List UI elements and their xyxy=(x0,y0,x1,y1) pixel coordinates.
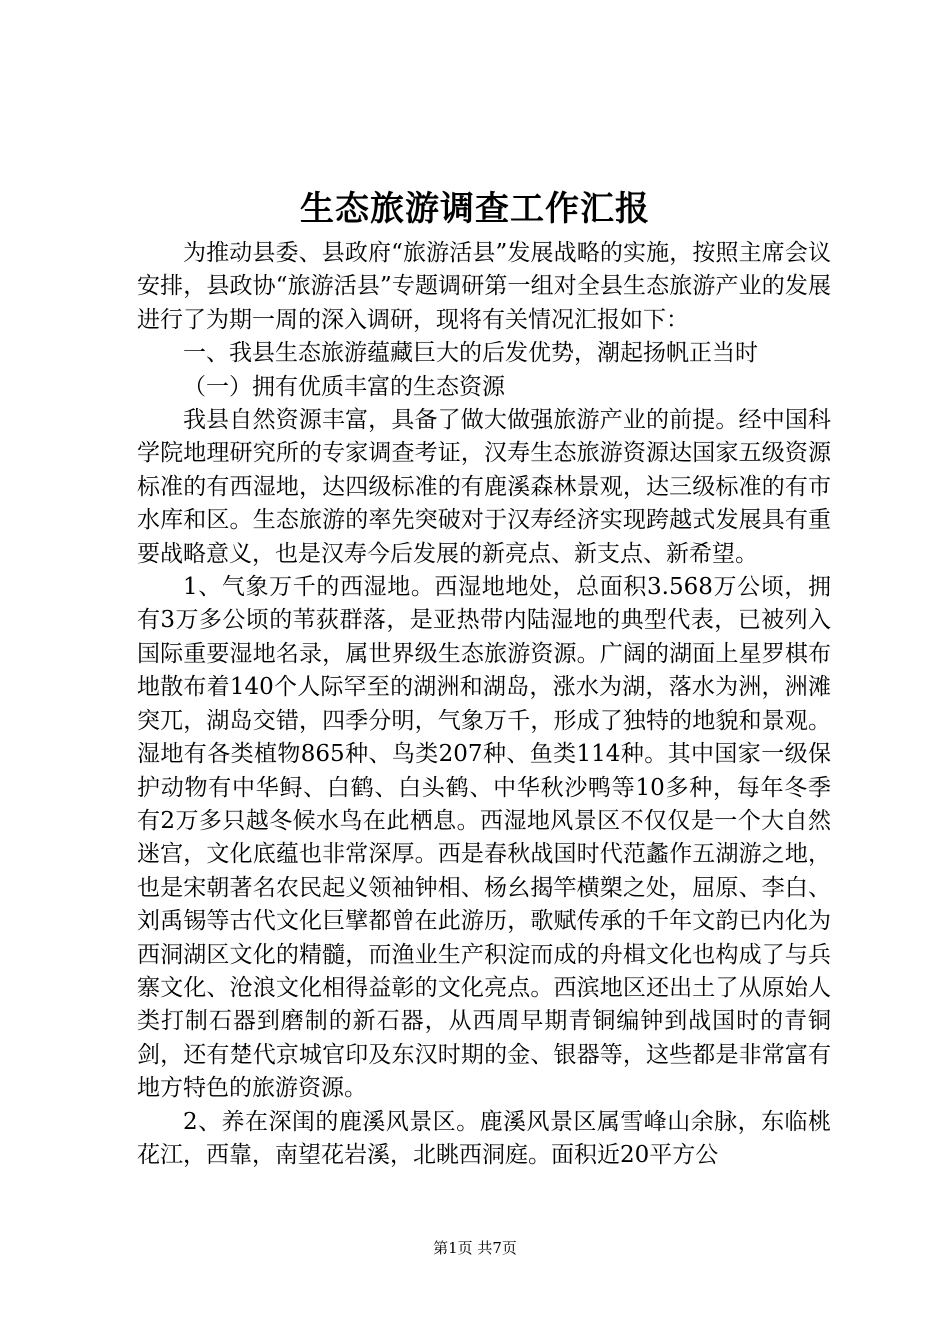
subsection-heading: （一）拥有优质丰富的生态资源 xyxy=(183,373,505,400)
document-body xyxy=(137,237,831,1172)
paragraph-wetland: 1、气象万千的西湿地。西湿地地处，总面积3.568万公顷，拥有3万多公顷的苇荻群落，是亚热带内陆湿地的典型代表，已被列入国际重要湿地名录，属世界级生态旅游资源。广阔的湖面上星罗棋布地散布着140个人际罕至的湖洲和湖岛，涨水为湖，落水为洲，洲滩突兀，湖岛交错，四季分明，气象万千，形成了独特的地貌和景观。湿地有各类植物865种、鸟类207种、鱼类114种。其中国家一级保护动物有中华鲟、白鹤、白头鹤、中华秋沙鸭等10多种，每年冬季有2万多只越冬候水鸟在此栖息。西湿地风景区不仅仅是一个大自然迷宫，文化底蕴也非常深厚。西是春秋战国时代范蠡作五湖游之地，也是宋朝著名农民起义领袖钟相、杨幺揭竿横槊之处，屈原、李白、刘禹锡等古代文化巨擘都曾在此游历，歌赋传承的千年文韵已内化为西洞湖区文化的精髓，而渔业生产积淀而成的舟楫文化也构成了与兵寨文化、沧浪文化相得益彰的文化亮点。西滨地区还出土了从原始人类打制石器到磨制的新石器，从西周早期青铜编钟到战国时的青铜剑，还有楚代京城官印及东汉时期的金、银器等，这些都是非常富有地方特色的旅游资源。 xyxy=(137,574,831,1102)
section-heading: 一、我县生态旅游蕴藏巨大的后发优势，潮起扬帆正当时 xyxy=(183,340,758,367)
page-number-footer: 第1页 共7页 xyxy=(433,1239,517,1257)
paragraph-resources: 我县自然资源丰富，具备了做大做强旅游产业的前提。经中国科学院地理研究所的专家调查考证，汉寿生态旅游资源达国家五级资源标准的有西湿地，达四级标准的有鹿溪森林景观，达三级标准的有市水库和区。生态旅游的率先突破对于汉寿经济实现跨越式发展具有重要战略意义，也是汉寿今后发展的新亮点、新支点、新希望。 xyxy=(137,407,831,567)
document-title: 生态旅游调查工作汇报 xyxy=(300,189,650,229)
paragraph-intro: 为推动县委、县政府“旅游活县”发展战略的实施，按照主席会议安排，县政协“旅游活县”专题调研第一组对全县生态旅游产业的发展进行了为期一周的深入调研，现将有关情况汇报如下： xyxy=(137,240,831,333)
paragraph-luxi: 2、养在深闺的鹿溪风景区。鹿溪风景区属雪峰山余脉，东临桃花江，西靠，南望花岩溪，北眺西洞庭。面积近20平方公 xyxy=(137,1108,831,1168)
